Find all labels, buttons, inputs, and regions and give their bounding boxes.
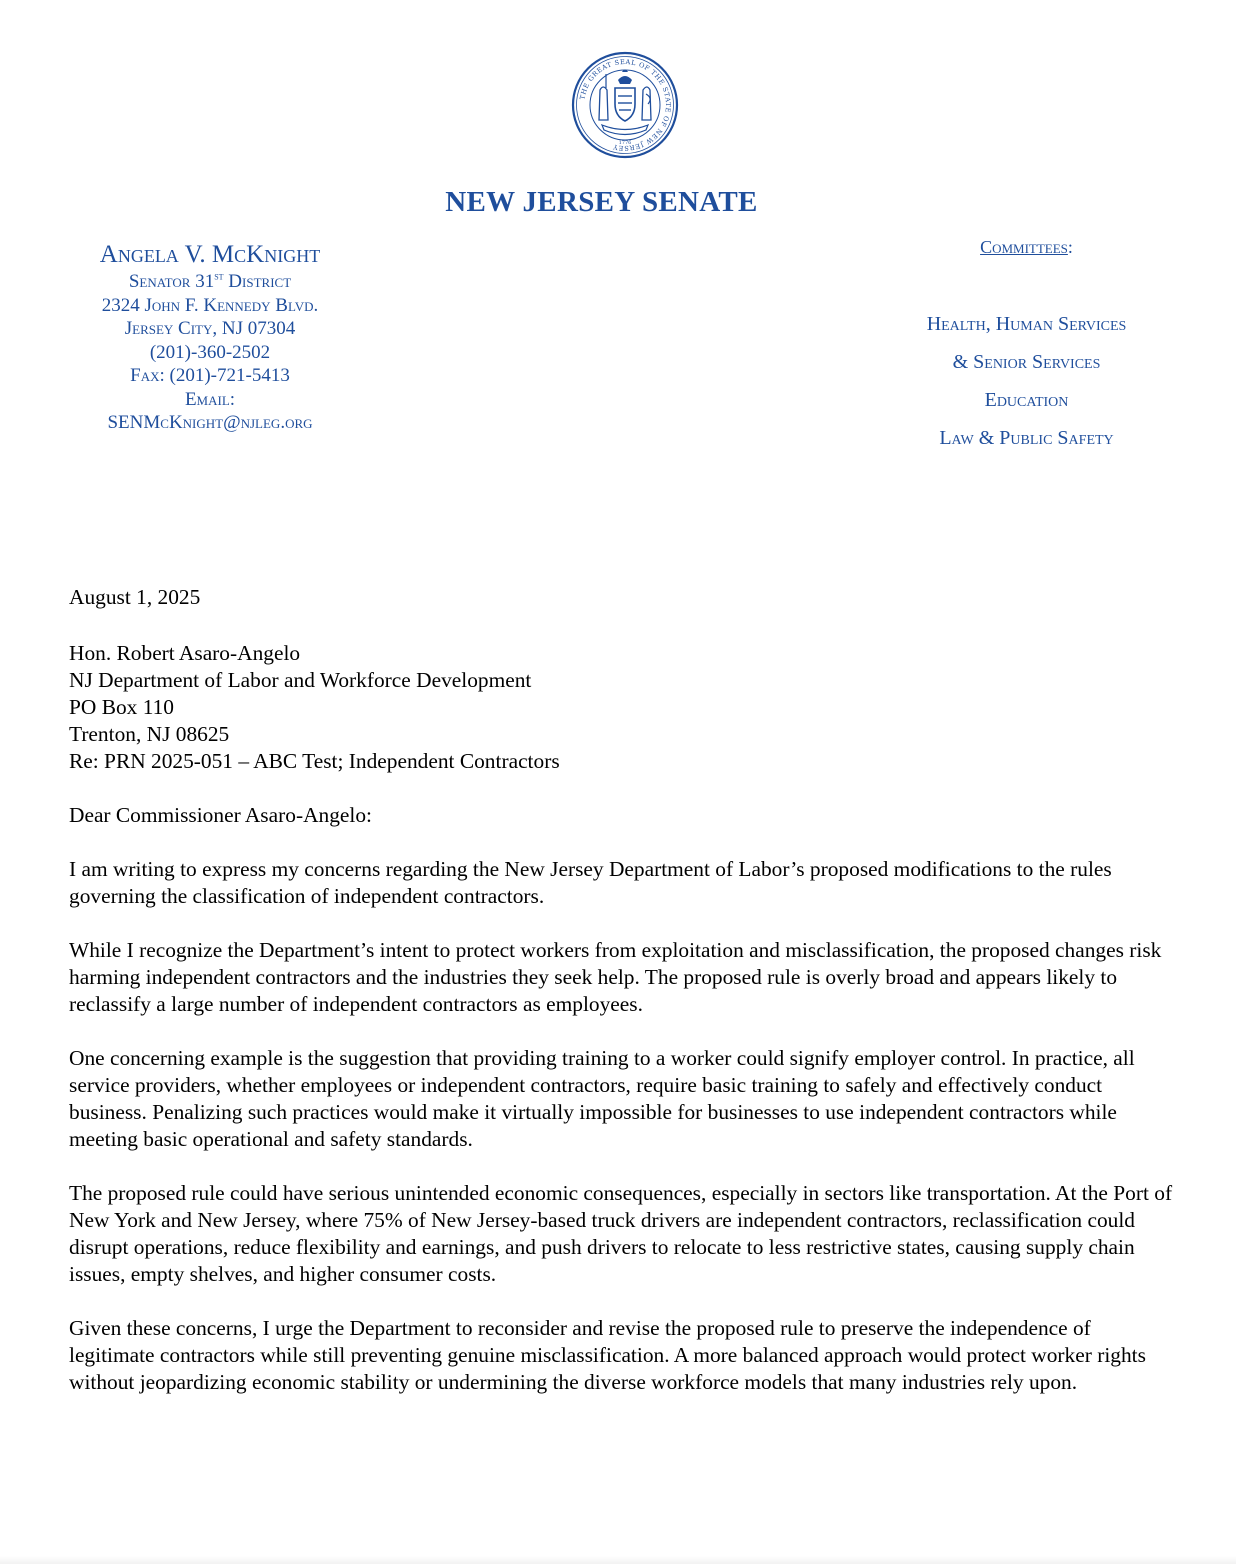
committees-heading-text: Committees: [980, 237, 1068, 257]
committee-item: Law & Public Safety: [939, 427, 1114, 449]
seal-ring-text: THE GREAT SEAL OF THE STATE OF NEW JERSEY: [578, 57, 673, 153]
sender-block: [60, 240, 360, 435]
recipient-name: Hon. Robert Asaro-Angelo: [69, 641, 301, 665]
svg-text:1776: 1776: [618, 140, 632, 146]
body-paragraph: Given these concerns, I urge the Department to reconsider and revise the proposed rule to preserve the independence of legitimate contractors while still preventing genuine misclassification. A more balanced approach would protect worker rights without jeopardizing economic stability or undermining the diverse workforce models that many industries rely upon.: [69, 1316, 1146, 1394]
sender-city: Jersey City, NJ 07304: [124, 318, 296, 339]
senator-district: [60, 270, 360, 294]
sender-email: SENMcKnight@njleg.org: [107, 412, 313, 433]
state-seal: [570, 50, 680, 160]
sender-fax: Fax: (201)-721-5413: [130, 365, 290, 386]
body-paragraph: One concerning example is the suggestion that providing training to a worker could signify employer control. In practice, all service providers, whether employees or independent contractors, require basic training to safely and effectively conduct business. Penalizing such practices would make it virtually impossible for businesses to use independent contractors while meeting basic operational and safety standards.: [69, 1046, 1135, 1151]
committee-item: Health, Human Services: [926, 313, 1127, 335]
letter-date: August 1, 2025: [69, 585, 201, 609]
committee-item: Education: [984, 389, 1069, 411]
committees-block: [880, 236, 1173, 457]
body-paragraph: I am writing to express my concerns regarding the New Jersey Department of Labor’s proposed modifications to the rules governing the classification of independent contractors.: [69, 857, 1112, 908]
recipient-po-box: PO Box 110: [69, 695, 174, 719]
sender-email-label: Email:: [184, 388, 236, 410]
letter-body: [69, 584, 1179, 1423]
committees-heading: [880, 236, 1173, 259]
recipient-city: Trenton, NJ 08625: [69, 722, 230, 746]
page-bottom-edge: [0, 1556, 1236, 1564]
committees-heading-colon: :: [1067, 237, 1073, 257]
sender-phone: (201)-360-2502: [149, 341, 271, 363]
subject-line: Re: PRN 2025-051 – ABC Test; Independent Contractors: [69, 749, 560, 773]
district-prefix: Senator 31: [128, 271, 215, 292]
salutation: Dear Commissioner Asaro-Angelo:: [69, 803, 372, 827]
senate-title: NEW JERSEY SENATE: [445, 186, 758, 218]
sender-street: 2324 John F. Kennedy Blvd.: [101, 294, 319, 316]
recipient-address: [69, 640, 1179, 775]
body-paragraph: While I recognize the Department’s intent to protect workers from exploitation and misclassification, the proposed changes risk harming independent contractors and the industries they seek help. The proposed rule is overly broad and appears likely to reclassify a large number of independent contractors as employees.: [69, 938, 1162, 1016]
district-ordinal: st: [214, 270, 224, 283]
committee-item: & Senior Services: [952, 351, 1101, 373]
senator-name: Angela V. McKnight: [99, 241, 321, 268]
recipient-department: NJ Department of Labor and Workforce Development: [69, 668, 532, 692]
body-paragraph: The proposed rule could have serious unintended economic consequences, especially in sectors like transportation. At the Port of New York and New Jersey, where 75% of New Jersey-based truck drivers are independent contractors, reclassification could disrupt operations, reduce flexibility and earnings, and push drivers to relocate to less restrictive states, causing supply chain issues, empty shelves, and higher consumer costs.: [69, 1181, 1173, 1286]
district-suffix: District: [223, 271, 292, 292]
state-seal-graphic: [570, 50, 680, 160]
